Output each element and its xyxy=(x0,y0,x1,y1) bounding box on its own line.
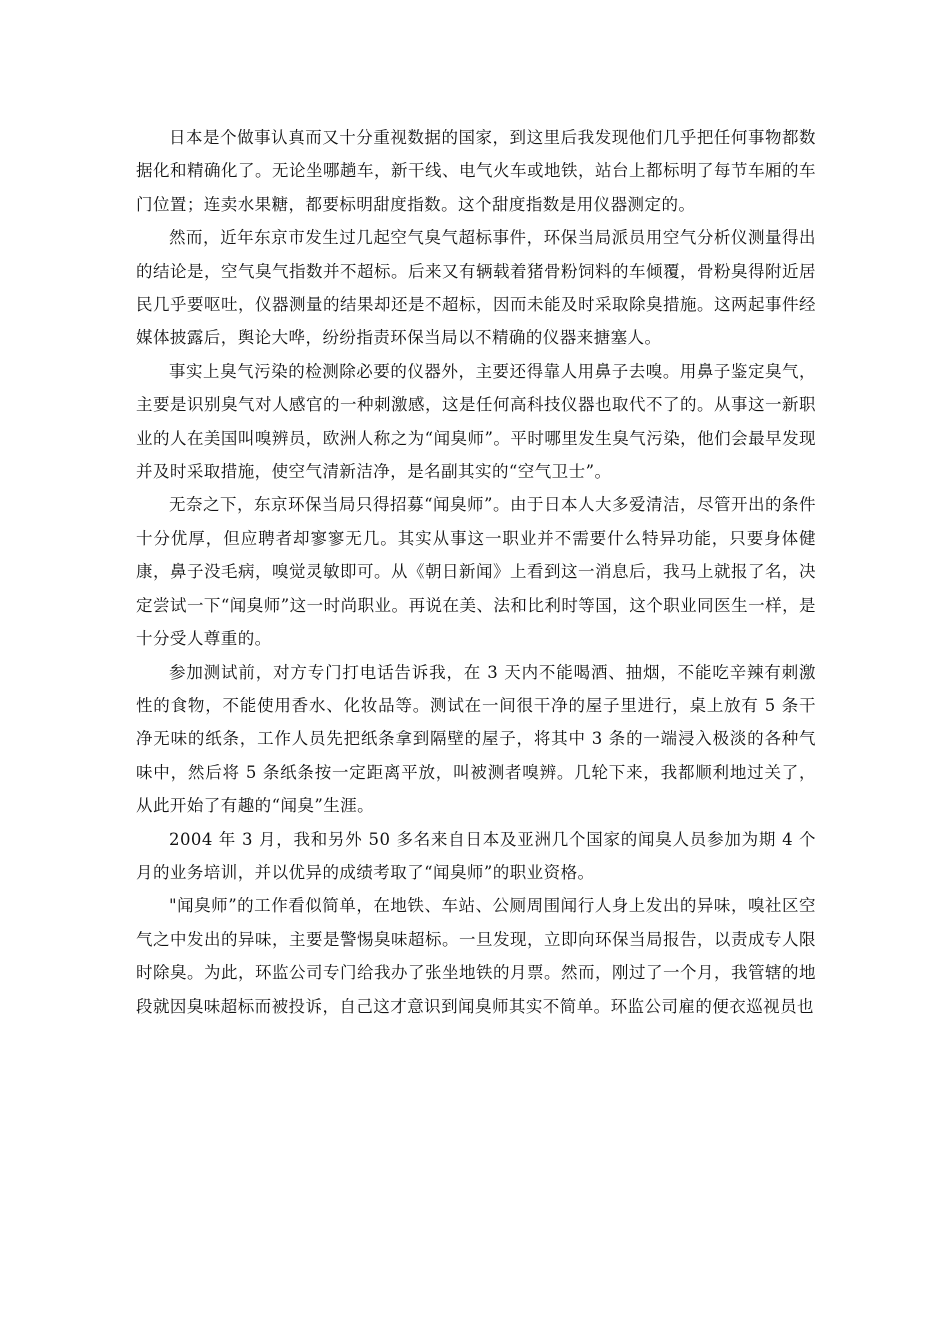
paragraph-1: 日本是个做事认真而又十分重视数据的国家，到这里后我发现他们几乎把任何事物都数据化和精确化了。无论坐哪趟车，新干线、电气火车或地铁，站台上都标明了每节车厢的车门位置；连卖水果糖，都要标明甜度指数。这个甜度指数是用仪器测定的。 xyxy=(136,128,816,214)
paragraph-4: 无奈之下，东京环保当局只得招募“闻臭师”。由于日本人大多爱清洁，尽管开出的条件十分优厚，但应聘者却寥寥无几。其实从事这一职业并不需要什么特异功能，只要身体健康，鼻子没毛病，嗅觉灵敏即可。从《朝日新闻》上看到这一消息后，我马上就报了名，决定尝试一下“闻臭师”这一时尚职业。再说在美、法和比利时等国，这个职业同医生一样，是十分受人尊重的。 xyxy=(136,495,816,649)
paragraph-7: "闻臭师”的工作看似简单，在地铁、车站、公厕周围闻行人身上发出的异味，嗅社区空气之中发出的异味，主要是警惕臭味超标。一旦发现，立即向环保当局报告，以责成专人限时除臭。为此，环监公司专门给我办了张坐地铁的月票。然而，刚过了一个月，我管辖的地段就因臭味超标而被投诉，自己这才意识到闻臭师其实不简单。环监公司雇的便衣巡视员也 xyxy=(136,896,816,1016)
paragraph-6: 2004 年 3 月，我和另外 50 多名来自日本及亚洲几个国家的闻臭人员参加为期 4 个月的业务培训，并以优异的成绩考取了“闻臭师”的职业资格。 xyxy=(136,829,816,882)
paragraph-2: 然而，近年东京市发生过几起空气臭气超标事件，环保当局派员用空气分析仪测量得出的结论是，空气臭气指数并不超标。后来又有辆载着猪骨粉饲料的车倾覆，骨粉臭得附近居民几乎要呕吐，仪器测量的结果却还是不超标，因而未能及时采取除臭措施。这两起事件经媒体披露后，舆论大哗，纷纷指责环保当局以不精确的仪器来搪塞人。 xyxy=(136,228,816,348)
paragraph-5: 参加测试前，对方专门打电话告诉我，在 3 天内不能喝酒、抽烟，不能吃辛辣有刺激性的食物，不能使用香水、化妆品等。测试在一间很干净的屋子里进行，桌上放有 5 条干净无味的纸条，工作人员先把纸条拿到隔壁的屋子，将其中 3 条的一端浸入极淡的各种气味中，然后将 5 条纸条按一定距离平放，叫被测者嗅辨。几轮下来，我都顺利地过关了，从此开始了有趣的“闻臭”生涯。 xyxy=(136,662,816,816)
article-body xyxy=(136,121,816,1023)
paragraph-3: 事实上臭气污染的检测除必要的仪器外，主要还得靠人用鼻子去嗅。用鼻子鉴定臭气，主要是识别臭气对人感官的一种刺激感，这是任何高科技仪器也取代不了的。从事这一新职业的人在美国叫嗅辨员，欧洲人称之为“闻臭师”。平时哪里发生臭气污染，他们会最早发现并及时采取措施，使空气清新洁净，是名副其实的“空气卫士”。 xyxy=(136,361,816,482)
